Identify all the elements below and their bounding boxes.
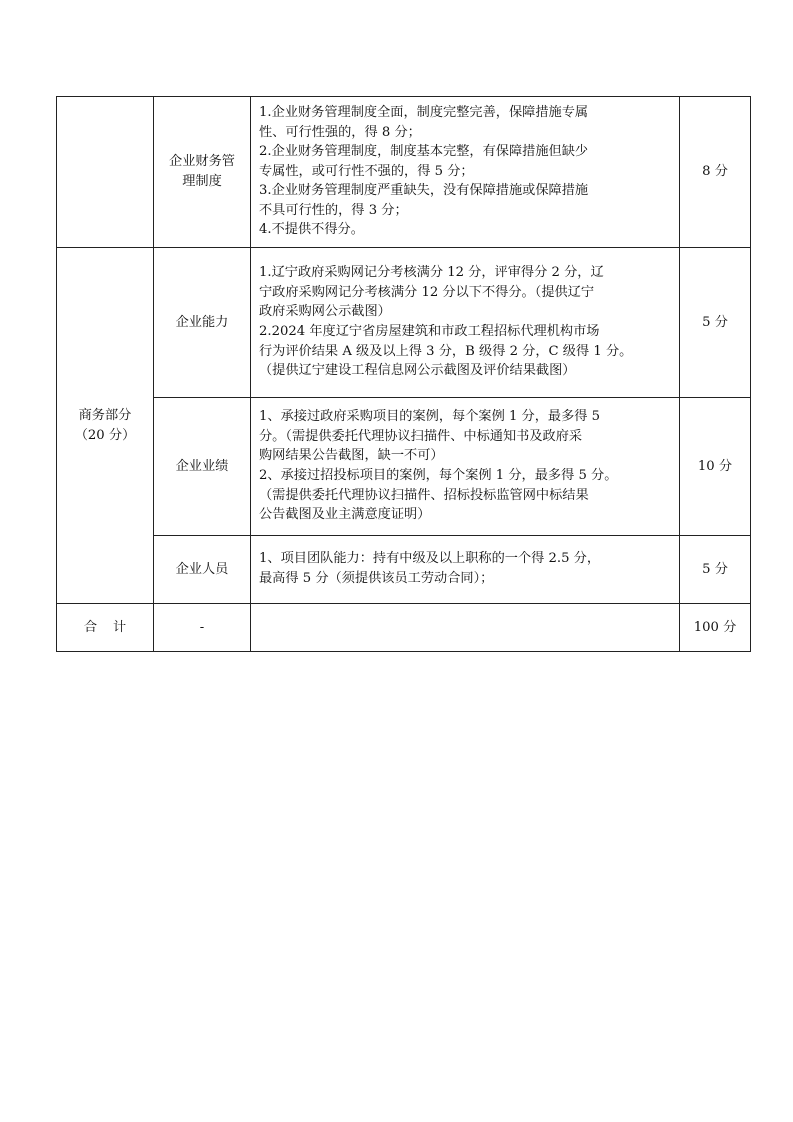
category-name: 商务部分 xyxy=(78,407,132,423)
total-label-left: 合 xyxy=(83,619,97,635)
item-name-line: 企业能力 xyxy=(175,314,229,330)
criteria-line: 不具可行性的，得 3 分； xyxy=(259,202,408,218)
total-criteria-cell xyxy=(251,604,680,652)
criteria-line: 专属性，或可行性不强的，得 5 分； xyxy=(259,163,474,179)
criteria-line: 4.不提供不得分。 xyxy=(259,222,364,238)
criteria-line: 3.企业财务管理制度严重缺失，没有保障措施或保障措施 xyxy=(259,183,589,199)
criteria-line: 1、项目团队能力：持有中级及以上职称的一个得 2.5 分， xyxy=(259,551,601,567)
criteria-line: （提供辽宁建设工程信息网公示截图及评价结果截图） xyxy=(259,363,576,379)
criteria-cell xyxy=(251,536,680,604)
criteria-line: 分。（需提供委托代理协议扫描件、中标通知书及政府采 xyxy=(259,428,583,444)
criteria-line: 2、承接过招投标项目的案例，每个案例 1 分，最多得 5 分。 xyxy=(259,468,618,483)
category-points: （20 分） xyxy=(74,427,136,443)
criteria-line: 宁政府采购网记分考核满分 12 分以下不得分。（提供辽宁 xyxy=(259,284,595,300)
criteria-cell xyxy=(251,97,680,248)
item-name-line: 企业人员 xyxy=(175,561,229,577)
item-cell xyxy=(154,536,251,604)
total-item-cell: - xyxy=(154,604,251,652)
criteria-line: 1、承接过政府采购项目的案例，每个案例 1 分，最多得 5 xyxy=(259,409,601,425)
criteria-cell xyxy=(251,398,680,536)
item-cell xyxy=(154,398,251,536)
criteria-line: 公告截图及业主满意度证明） xyxy=(259,507,431,523)
table-row xyxy=(57,97,751,248)
table-row xyxy=(57,248,751,398)
item-cell xyxy=(154,97,251,248)
category-cell xyxy=(57,248,154,604)
scoring-table xyxy=(56,96,751,652)
total-score-cell: 100 分 xyxy=(680,604,751,652)
item-name-line: 企业业绩 xyxy=(175,458,229,474)
item-name-line: 理制度 xyxy=(182,174,222,189)
table-row xyxy=(57,536,751,604)
criteria-line: 1.企业财务管理制度全面，制度完整完善，保障措施专属 xyxy=(259,104,589,120)
score-cell: 8 分 xyxy=(680,97,751,248)
score-cell: 5 分 xyxy=(680,248,751,398)
criteria-line: 1.辽宁政府采购网记分考核满分 12 分，评审得分 2 分，辽 xyxy=(259,265,604,281)
criteria-line: 性、可行性强的，得 8 分； xyxy=(259,124,421,140)
score-cell: 5 分 xyxy=(680,536,751,604)
item-name-line: 企业财务管 xyxy=(169,154,235,170)
total-label-right: 计 xyxy=(113,619,127,635)
criteria-line: 2.企业财务管理制度，制度基本完整，有保障措施但缺少 xyxy=(259,144,589,160)
score-cell: 10 分 xyxy=(680,398,751,536)
criteria-line: 最高得 5 分（须提供该员工劳动合同）； xyxy=(259,571,494,586)
total-row xyxy=(57,604,751,652)
criteria-line: （需提供委托代理协议扫描件、招标投标监管网中标结果 xyxy=(259,487,589,503)
category-cell-empty xyxy=(57,97,154,248)
total-label-cell xyxy=(57,604,154,652)
criteria-cell xyxy=(251,248,680,398)
criteria-line: 2.2024 年度辽宁省房屋建筑和市政工程招标代理机构市场 xyxy=(259,324,600,339)
criteria-line: 行为评价结果 A 级及以上得 3 分，B 级得 2 分，C 级得 1 分。 xyxy=(259,343,633,359)
criteria-line: 购网结果公告截图，缺一不可） xyxy=(259,448,444,464)
item-cell xyxy=(154,248,251,398)
table-row xyxy=(57,398,751,536)
criteria-line: 政府采购网公示截图） xyxy=(259,304,391,320)
